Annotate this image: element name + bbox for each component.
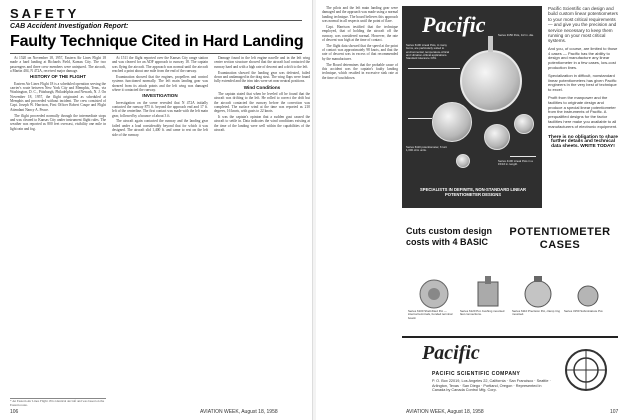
article-column-3 — [214, 56, 310, 138]
ad-copy-paragraph: Specialization in difficult, nonstandard linear potentiometers has given Pacific engineers in the very best of technique to excel. — [548, 72, 617, 93]
article-kicker: CAB Accident Investigation Report: — [10, 23, 129, 30]
ad-specialists-line: SPECIALISTS IN DEFINITE, NON-STANDARD LINEAR POTENTIOMETER DESIGNS — [419, 187, 526, 197]
ad-body-copy — [548, 6, 618, 208]
article-paragraph: At 1520 on November 18, 1957, Eastern Air Lines Flight 18 made a hard landing at Richards Field, Kansas City. The two passengers and three crew members were uninjured. The aircraft, a Martin 404, N 472A, received major damage. — [10, 56, 106, 74]
ad-product-title — [506, 226, 614, 252]
potentiometer-small-1 — [484, 124, 510, 150]
article-paragraph: The pilots and the left main landing gear were damaged and the approach was made using a normal landing technique. The board believes this approach was normal in all respects until the point of flare. — [322, 6, 398, 24]
caption-leader — [408, 68, 460, 69]
potentiometer-medium — [432, 102, 472, 142]
caption-leader — [510, 156, 536, 157]
case-illustration-4 — [578, 286, 598, 306]
article-paragraph: Damage found in the left engine nacelle and in the left wing center section structure showed that the aircraft had contacted the runway hard and with a high rate of descent and a drift to the left. — [214, 56, 310, 69]
folio-left: AVIATION WEEK, August 18, 1958 — [200, 409, 278, 415]
article-paragraph: Examination showed the landing gear was defeated, failed down and undamaged in the drag strut. The wing flaps were found fully extended and the trim tabs were set near neutral positions. — [214, 70, 310, 84]
article-subhead: HISTORY OF THE FLIGHT — [29, 74, 87, 80]
article-subhead: INVESTIGATION — [142, 93, 178, 99]
photo-caption-4: Series 3150 Pots, 1/2 in. dia. — [498, 33, 534, 37]
ad-footer — [402, 336, 618, 401]
manufacturer-name: PACIFIC SCIENTIFIC COMPANY — [432, 371, 521, 377]
article-column-4 — [322, 6, 398, 82]
article-column-1 — [10, 56, 106, 138]
photo-caption-1: Series 6100 Lineal Pots, in many forms, are particularly suited to environmental, temperature-critical and vibration-critical applications. Standard tolerance ±3%. — [406, 43, 450, 61]
potentiometer-small-2 — [514, 114, 534, 134]
ad-copy-paragraph: Profit from the manpower and the facilities to originate design and produce a special linear potentiometer from the instruments of Pacific. A prequalified designs for the factor facilities here make you available to all manufacturers of electronic equipment. — [548, 95, 618, 129]
ad-call-to-action: There is no obligation to share further details and technical data sheets. WRITE TODAY! — [548, 134, 618, 150]
company-emblem-icon — [562, 346, 610, 394]
section-header: SAFETY — [10, 6, 80, 21]
page-number-right: 107 — [610, 409, 619, 415]
article-subhead: Wind Conditions — [243, 84, 281, 90]
case-illustration-3 — [525, 276, 551, 307]
article-paragraph: Examination showed that the engines, propellers and control systems functioned normally. The left main landing gear was sheared from its attach points and the left wing was damaged where it contacted the runway. — [112, 74, 208, 92]
manufacturer-address: P. O. Box 22019, Los Angeles 22, California · San Francisco · Seattle · Arlington, Texas · San Diego · Portland, Oregon · Represented in Canada by Canada Control Mfg. Corp. — [432, 379, 551, 393]
article-paragraph: The Board determines that the probable cause of this accident was the captain's faulty landing technique, which resulted in excessive sink rate at the time of touchdown. — [322, 62, 398, 80]
article-paragraph: The aircraft again contacted the runway and the landing gear failed under a load considerably beyond that for which it was designed. The aircraft slid 1,400 ft. and came to rest on the left side of the runway. — [112, 119, 208, 137]
ad-photo-panel — [402, 6, 542, 208]
right-page — [316, 0, 628, 420]
article-paragraph: Investigation on the scene revealed that N 472A initially contacted the runway 875 ft. beyond the approach end and 17 ft. left of the centerline. The first contact was made with the left main gear, followed by a bounce of about 3 ft. — [112, 100, 208, 118]
ad-copy-paragraph: And you, of course, are limited to those 4 cases — Pacific has the ability to design and manufacture any linear potentiometer in a few cases, low-cost production lines. — [548, 45, 618, 71]
article-paragraph: It was the captain's opinion that a sudden gust caused the aircraft to settle in. Data indicates the wind conditions existing at the time of the landing were well within the capabilities of the aircraft. — [214, 115, 310, 133]
folio-right: AVIATION WEEK, August 18, 1958 — [406, 409, 484, 415]
potentiometer-large — [460, 50, 522, 112]
article-paragraph: The flight proceeded normally through the intermediate stops and was cleared to Kansas City under instrument flight rules. The weather was reported as 800 feet overcast, visibility one mile in light rain and fog. — [10, 113, 106, 131]
case-caption-1: Series 6100 Shell-fitted Pot — internal terminals, bonded terminal board. — [408, 309, 453, 320]
ad-copy-paragraph: Pacific Scientific can design and build custom linear potentiometers to your most critical requirements — and give you the precision and service necessary to keep them running on your most critical systems. — [548, 6, 618, 44]
left-page — [0, 0, 312, 420]
article-paragraph: Eastern Air Lines Flight 18 is a scheduled operation serving the carrier's route between New York City and Memphis, Tenn., via Washington, D. C., Pittsburgh, Philadelphia and Newark, N. J. On November 18, 1957, the flight originated as scheduled at Memphis and proceeded without incident. The crew consisted of Capt. Joseph W. Harrison, First Officer Robert Coupe and Flight Attendant Nancy A. Peace. — [10, 81, 106, 112]
article-paragraph: The captain stated that when he leveled off he found that the aircraft was drifting to the left. He rolled to correct the drift but the aircraft contacted the runway before the correction was completed. The surface wind at the time was reported as 210 degrees, 16 knots, with gusts to 22 knots. — [214, 91, 310, 114]
case-caption-4: Series 3150 Subminiature Pot. — [564, 309, 604, 313]
caption-leader — [408, 118, 432, 119]
tagline-line-2: costs with 4 BASIC — [406, 237, 489, 247]
pacific-logo: Pacific — [422, 12, 486, 37]
article-paragraph: The flight data showed that the speed at the point of contact was approximately 98 knots, and that the rate of descent was in excess of that recommended by the manufacturer. — [322, 43, 398, 61]
headline-rule — [10, 53, 302, 54]
pacific-logo-footer: Pacific — [422, 342, 480, 364]
article-body-right — [322, 6, 398, 82]
photo-caption-2: Series 6110 potentiometer, 6 turn 1,000 ohm units. — [406, 145, 448, 153]
potentiometer-shaft — [488, 36, 493, 52]
article-paragraph: Capt. Harrison testified that the technique employed, that of holding the aircraft off the runway, was considered normal. However, the rate of descent was high at the time of contact. — [322, 24, 398, 42]
pacific-advertisement — [402, 6, 618, 401]
case-caption-2: Series 6120 Pot. bushing mounted fast connections. — [460, 309, 505, 317]
article-column-2 — [112, 56, 208, 138]
product-word-cases: CASES — [539, 239, 581, 251]
photo-caption-3: Series 4100 Lineal Pots in a 15/16 in. length. — [498, 159, 533, 167]
case-illustration-2 — [478, 276, 498, 306]
ad-tagline — [406, 226, 502, 248]
article-paragraph: At 1511 the flight reported over the Kansas City range station and was cleared for an ADF approach to runway 18. The captain was flying the aircraft. The approach was normal until the aircraft reached a point about one mile from the end of the runway. — [112, 56, 208, 74]
article-headline: Faulty Technique Cited in Hard Landing — [10, 33, 304, 50]
header-rule — [10, 20, 302, 21]
article-body-left — [10, 56, 310, 138]
case-caption-3: Series 6110 Precision Pot, clamp ring mounted. — [512, 309, 560, 317]
product-word: POTENTIOMETER — [509, 226, 611, 238]
case-illustration-1 — [420, 280, 448, 308]
page-number-left: 106 — [10, 409, 19, 415]
tagline-line-1: Cuts custom design — [406, 226, 493, 236]
potentiometer-tiny — [456, 154, 470, 168]
footnote: * An Eastern Air Lines Flight 18 is identical aircraft and was based on the Eastern route. — [10, 399, 105, 407]
